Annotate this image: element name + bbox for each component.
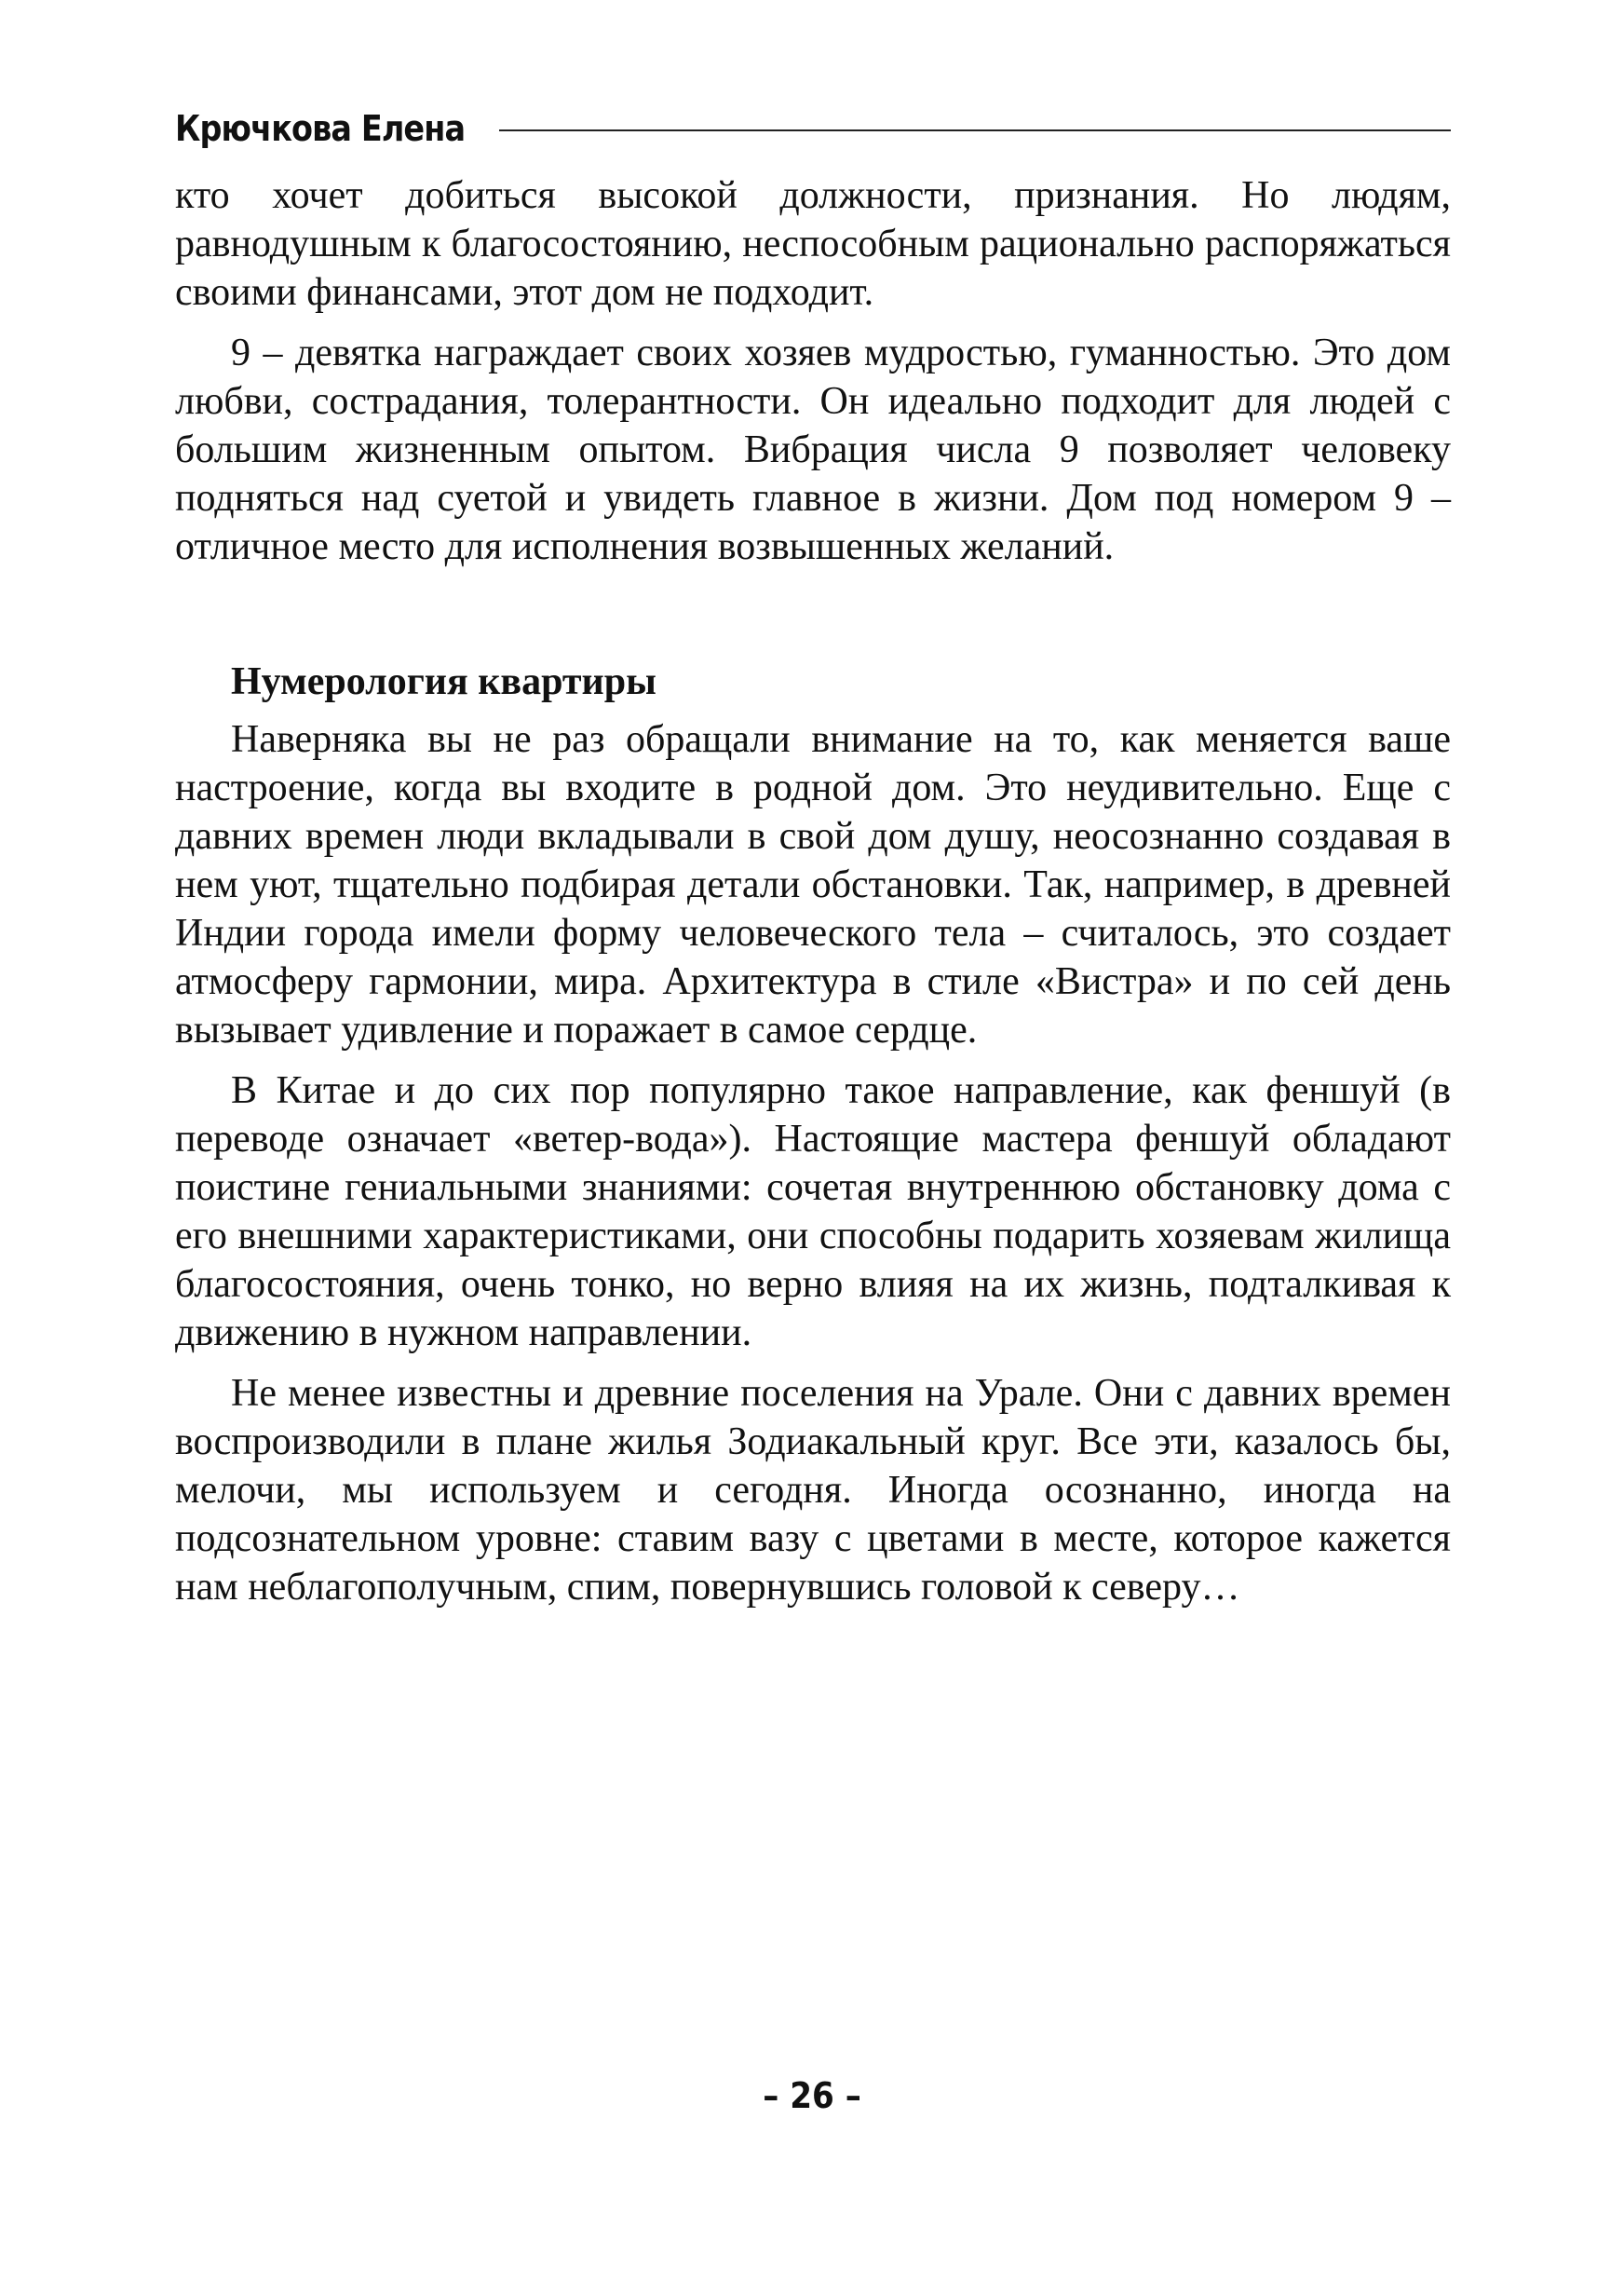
paragraph-feng-shui: В Китае и до сих пор популярно такое направление, как феншуй (в переводе означает «ветер-вода»). Настоящие мастера феншуй обладают поистине гениальными знаниями: сочетая внутреннюю обстановку дома с его внешними характеристиками, они способны подарить хозяевам жилища благосостояния, очень тонко, но верно влияя на их жизнь, подталкивая к движению в нужном направлении. <box>175 1069 1451 1354</box>
paragraph-ural: Не менее известны и древние поселения на Урале. Они с давних времен воспроизводили в плане жилья Зодиакальный круг. Все эти, казалось бы, мелочи, мы используем и сегодня. Иногда осознанно, иногда на подсознательном уровне: ставим вазу с цветами в месте, которое кажется нам неблагополучным, спим, повернувшись головой к северу… <box>175 1372 1451 1609</box>
paragraph-number-nine: 9 – девятка награждает своих хозяев мудростью, гуманностью. Это дом любви, сострадания, толерантности. Он идеально подходит для людей с большим жизненным опытом. Вибрация числа 9 позволяет человеку подняться над суетой и увидеть главное в жизни. Дом под номером 9 – отличное место для исполнения возвышенных желаний. <box>175 332 1451 568</box>
body-text <box>175 171 1451 1611</box>
running-header <box>175 101 1451 156</box>
page-number: – 26 – <box>763 2075 861 2116</box>
header-rule <box>499 129 1451 131</box>
author-name: Крючкова Елена <box>175 108 466 149</box>
section-heading: Нумерология квартиры <box>231 660 656 703</box>
paragraph-continued: кто хочет добиться высокой должности, признания. Но людям, равнодушным к благосостоянию, неспособным рационально распоряжаться своими финансами, этот дом не подходит. <box>175 174 1451 314</box>
paragraph-home-mood: Наверняка вы не раз обращали внимание на то, как меняется ваше настроение, когда вы входите в родной дом. Это неудивительно. Еще с давних времен люди вкладывали в свой дом душу, неосознанно создавая в нем уют, тщательно подбирая детали обстановки. Так, например, в древней Индии города имели форму человеческого тела – считалось, это создает атмосферу гармонии, мира. Архитектура в стиле «Вистра» и по сей день вызывает удивление и поражает в самое сердце. <box>175 718 1451 1052</box>
